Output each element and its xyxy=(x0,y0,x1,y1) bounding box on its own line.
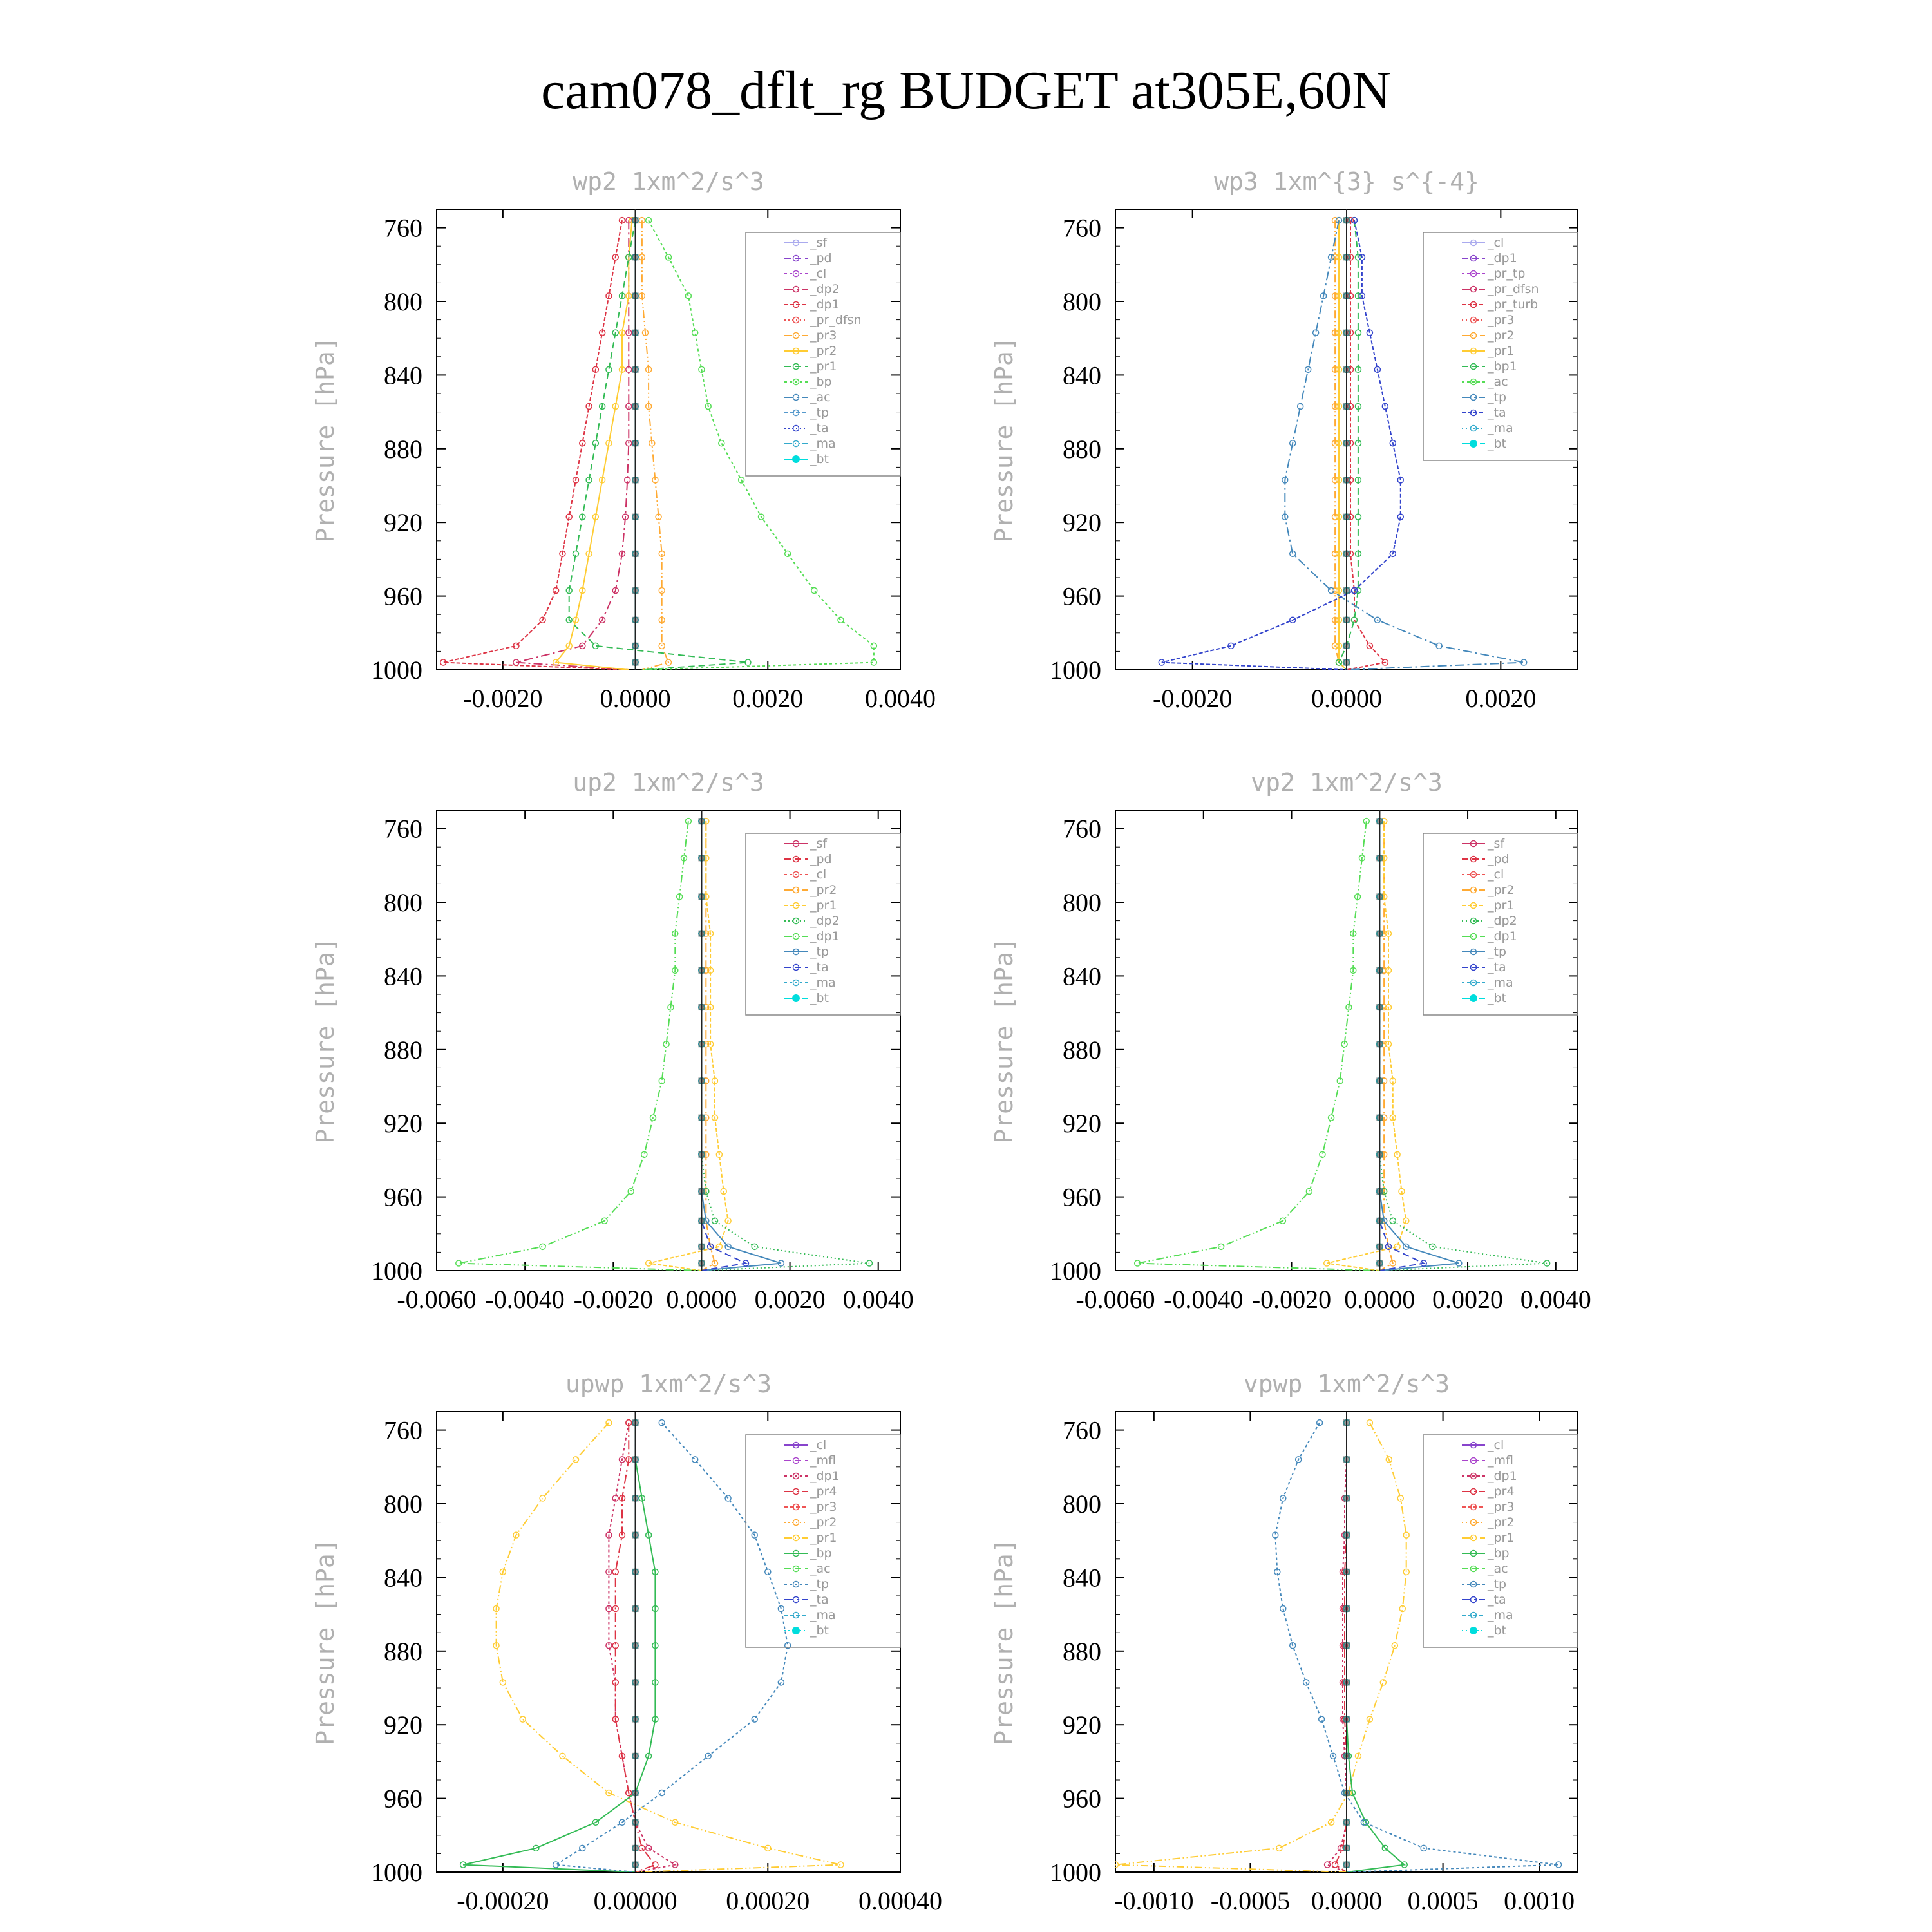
y-tick-label: 800 xyxy=(384,1490,422,1519)
x-tick-label: 0.00040 xyxy=(858,1886,942,1915)
legend-label: _ma xyxy=(1488,1608,1513,1622)
data-point xyxy=(520,1716,526,1722)
legend-label: _dp1 xyxy=(810,929,840,943)
panel-title: vp2 1xm^2/s^3 xyxy=(1251,768,1443,797)
x-tick-label: 0.00020 xyxy=(726,1886,810,1915)
data-point xyxy=(765,1569,771,1575)
legend-label: _pr_dfsn xyxy=(1488,282,1539,296)
data-point xyxy=(1403,1569,1409,1575)
legend-label: _pr4 xyxy=(810,1484,837,1499)
chart-panel-3 xyxy=(311,768,914,1314)
data-point xyxy=(685,293,691,299)
plot-frame xyxy=(437,810,900,1271)
legend-label: _bt xyxy=(810,1624,829,1638)
x-tick-label: 0.0040 xyxy=(1520,1285,1591,1314)
legend-label: _ta xyxy=(810,960,829,974)
y-tick-label: 960 xyxy=(1063,1182,1101,1212)
data-point xyxy=(719,440,724,446)
data-point xyxy=(778,1606,784,1612)
y-tick-label: 1000 xyxy=(1050,656,1101,685)
y-tick-label: 1000 xyxy=(371,1858,422,1887)
chart-panel-6 xyxy=(990,1370,1578,1915)
legend xyxy=(746,232,900,476)
legend xyxy=(746,833,900,1015)
panel-title: upwp 1xm^2/s^3 xyxy=(565,1370,772,1398)
data-point xyxy=(811,588,817,594)
y-axis-label: Pressure [hPa] xyxy=(311,1539,339,1745)
series-group xyxy=(460,1412,844,1872)
legend-label: _bt xyxy=(1488,437,1507,451)
legend-label: _cl xyxy=(1488,867,1504,882)
y-tick-label: 880 xyxy=(384,434,422,464)
data-point xyxy=(626,440,632,446)
legend-label: _bp1 xyxy=(1488,359,1517,374)
x-tick-label: -0.0020 xyxy=(1251,1285,1332,1314)
legend-label: _tp xyxy=(1488,390,1507,404)
legend-label: _mfl xyxy=(1488,1454,1513,1468)
x-tick-label: -0.0020 xyxy=(1153,684,1233,713)
data-point xyxy=(1218,1244,1224,1249)
legend-label: _tp xyxy=(810,1577,829,1591)
legend-label: _bp xyxy=(1488,1546,1510,1560)
x-tick-label: 0.0000 xyxy=(666,1285,737,1314)
legend-label: _ma xyxy=(1488,421,1513,435)
legend-label: _ta xyxy=(1488,406,1506,420)
data-point xyxy=(540,1495,545,1501)
legend-label: _cl xyxy=(1488,236,1504,250)
x-tick-label: 0.0000 xyxy=(1311,684,1382,713)
data-point xyxy=(838,1862,844,1868)
data-point xyxy=(659,1420,665,1426)
legend-label: _pd xyxy=(1488,852,1510,866)
legend-label: _pr_dfsn xyxy=(810,313,862,327)
legend-label: _ta xyxy=(810,1593,829,1607)
legend-label: _ta xyxy=(1488,1593,1506,1607)
y-tick-label: 760 xyxy=(384,814,422,844)
y-tick-label: 920 xyxy=(1063,508,1101,538)
legend-label: _ta xyxy=(810,421,829,435)
data-point xyxy=(580,1845,585,1851)
panels xyxy=(311,167,1591,1915)
legend-label: _bp xyxy=(810,375,832,389)
data-point xyxy=(1306,1189,1312,1195)
series-line-dp2 xyxy=(701,821,869,1271)
y-tick-label: 1000 xyxy=(1050,1858,1101,1887)
y-tick-label: 760 xyxy=(1063,1416,1101,1445)
y-tick-label: 920 xyxy=(384,1710,422,1740)
legend xyxy=(746,1435,900,1647)
series-line-bp xyxy=(1347,1423,1405,1872)
series-line-tp xyxy=(1379,821,1459,1271)
legend-label: _ma xyxy=(1488,976,1513,990)
legend-label: _pr2 xyxy=(810,344,837,358)
chart-panel-5 xyxy=(311,1370,942,1915)
panel-title: vpwp 1xm^2/s^3 xyxy=(1243,1370,1450,1398)
series-line-bp xyxy=(463,1423,655,1872)
y-axis-label: Pressure [hPa] xyxy=(990,1539,1018,1745)
chart-panel-1 xyxy=(311,167,936,713)
y-tick-label: 880 xyxy=(384,1636,422,1666)
y-axis-label: Pressure [hPa] xyxy=(311,937,339,1144)
legend-label: _sf xyxy=(810,837,828,851)
y-tick-label: 1000 xyxy=(1050,1256,1101,1285)
panel-title: wp2 1xm^2/s^3 xyxy=(573,167,764,196)
legend xyxy=(1423,833,1578,1015)
data-point xyxy=(838,617,844,623)
chart-panel-2 xyxy=(990,167,1578,713)
data-point xyxy=(1332,1862,1338,1868)
y-axis-label: Pressure [hPa] xyxy=(990,937,1018,1144)
chart-panel-4 xyxy=(990,768,1591,1314)
legend-label: _ma xyxy=(810,976,836,990)
legend-label: _pr_tp xyxy=(1488,267,1526,281)
legend xyxy=(1423,232,1578,460)
legend-label: _ac xyxy=(810,390,831,404)
y-tick-label: 920 xyxy=(384,508,422,538)
x-tick-label: -0.0040 xyxy=(485,1285,565,1314)
legend-marker xyxy=(1470,440,1477,448)
y-tick-label: 800 xyxy=(1063,888,1101,917)
x-tick-label: 0.0005 xyxy=(1407,1886,1479,1915)
legend-label: _dp2 xyxy=(810,282,840,296)
legend-marker xyxy=(1470,994,1477,1002)
legend-label: _sf xyxy=(1488,837,1505,851)
series-line-dp1 xyxy=(443,220,629,670)
legend-marker xyxy=(792,455,800,463)
legend-label: _pr3 xyxy=(810,328,837,343)
legend-label: _pd xyxy=(810,251,832,265)
y-tick-label: 920 xyxy=(1063,1109,1101,1139)
legend-label: _pr1 xyxy=(810,359,837,374)
data-point xyxy=(1367,1420,1372,1426)
y-tick-label: 960 xyxy=(384,1182,422,1212)
data-point xyxy=(540,1244,545,1249)
y-tick-label: 840 xyxy=(1063,961,1101,991)
data-point xyxy=(1317,1420,1323,1426)
y-tick-label: 800 xyxy=(384,888,422,917)
data-point xyxy=(659,1790,665,1796)
legend-label: _bt xyxy=(810,452,829,466)
y-tick-label: 960 xyxy=(384,582,422,611)
legend-label: _pr1 xyxy=(1488,1531,1515,1545)
y-tick-label: 800 xyxy=(1063,287,1101,316)
legend-label: _ma xyxy=(810,1608,836,1622)
data-point xyxy=(573,1457,579,1463)
y-tick-label: 840 xyxy=(384,961,422,991)
x-tick-label: 0.0020 xyxy=(732,684,804,713)
legend-label: _tp xyxy=(810,406,829,420)
y-tick-label: 760 xyxy=(1063,814,1101,844)
legend-marker xyxy=(792,1627,800,1634)
data-point xyxy=(1397,1495,1403,1501)
y-tick-label: 920 xyxy=(384,1109,422,1139)
legend-label: _cl xyxy=(810,1438,827,1452)
x-tick-label: 0.0020 xyxy=(1465,684,1537,713)
data-point xyxy=(692,1457,698,1463)
series-line-pr3 xyxy=(642,220,668,670)
x-tick-label: -0.0020 xyxy=(463,684,543,713)
legend-label: _ta xyxy=(1488,960,1506,974)
legend-label: _dp2 xyxy=(1488,914,1517,928)
series-line-pr1 xyxy=(1115,1423,1406,1872)
x-tick-label: 0.0040 xyxy=(842,1285,914,1314)
legend-label: _pr1 xyxy=(1488,898,1515,913)
legend-label: _ac xyxy=(810,1562,831,1576)
x-tick-label: 0.0020 xyxy=(1432,1285,1504,1314)
legend-label: _dp1 xyxy=(1488,1469,1517,1483)
legend-label: _tp xyxy=(1488,1577,1507,1591)
legend-label: _pd xyxy=(810,852,832,866)
legend-label: _dp2 xyxy=(810,914,840,928)
x-tick-label: -0.0020 xyxy=(573,1285,653,1314)
x-tick-label: -0.0010 xyxy=(1114,1886,1194,1915)
legend-label: _pr3 xyxy=(810,1500,837,1514)
data-point xyxy=(639,1845,645,1851)
x-tick-label: -0.0040 xyxy=(1164,1285,1244,1314)
data-point xyxy=(606,1420,612,1426)
legend-label: _pr2 xyxy=(810,1515,837,1530)
legend-label: _pr3 xyxy=(1488,1500,1515,1514)
series-line-ta xyxy=(1162,220,1401,670)
legend-label: _ac xyxy=(1488,1562,1508,1576)
legend-label: _pr1 xyxy=(810,1531,837,1545)
legend-label: _dp1 xyxy=(1488,929,1517,943)
x-tick-label: -0.0060 xyxy=(1075,1285,1155,1314)
data-point xyxy=(560,1753,565,1759)
legend-label: _pr2 xyxy=(810,883,837,897)
x-tick-label: 0.0020 xyxy=(754,1285,826,1314)
y-tick-label: 760 xyxy=(1063,213,1101,243)
x-tick-label: -0.0060 xyxy=(397,1285,477,1314)
legend-label: _pr4 xyxy=(1488,1484,1515,1499)
y-tick-label: 880 xyxy=(384,1035,422,1065)
y-tick-label: 960 xyxy=(1063,1784,1101,1814)
legend-label: _ma xyxy=(810,437,836,451)
plot-frame xyxy=(1115,810,1578,1271)
legend-label: _tp xyxy=(1488,945,1507,959)
legend-marker xyxy=(792,994,800,1002)
legend-label: _bt xyxy=(1488,1624,1507,1638)
y-tick-label: 880 xyxy=(1063,1636,1101,1666)
legend xyxy=(1423,1435,1578,1647)
data-point xyxy=(659,643,665,649)
series-line-dp1 xyxy=(1137,821,1379,1271)
legend-label: _pr1 xyxy=(810,898,837,913)
y-tick-label: 880 xyxy=(1063,1035,1101,1065)
panel-title: wp3 1xm^{3} s^{-4} xyxy=(1214,167,1479,196)
legend-label: _sf xyxy=(810,236,828,250)
legend-label: _pr1 xyxy=(1488,344,1515,358)
y-tick-label: 840 xyxy=(384,1563,422,1593)
legend-label: _bt xyxy=(810,991,829,1005)
x-tick-label: 0.00000 xyxy=(593,1886,677,1915)
legend-label: _cl xyxy=(810,267,827,281)
y-axis-label: Pressure [hPa] xyxy=(311,336,339,543)
legend-label: _cl xyxy=(1488,1438,1504,1452)
series-line-dp2 xyxy=(516,220,629,670)
x-tick-label: 0.0000 xyxy=(600,684,671,713)
y-tick-label: 840 xyxy=(384,361,422,390)
y-tick-label: 880 xyxy=(1063,434,1101,464)
panel-title: up2 1xm^2/s^3 xyxy=(573,768,764,797)
x-tick-label: -0.0005 xyxy=(1210,1886,1291,1915)
data-point xyxy=(752,1716,757,1722)
legend-label: _pr_turb xyxy=(1488,298,1539,312)
legend-marker xyxy=(1470,1627,1477,1634)
legend-label: _pr2 xyxy=(1488,883,1515,897)
series-line-dp1 xyxy=(459,821,701,1271)
series-group xyxy=(1159,209,1526,670)
data-point xyxy=(628,1189,634,1195)
y-tick-label: 1000 xyxy=(371,1256,422,1285)
figure-title: cam078_dflt_rg BUDGET at305E,60N xyxy=(541,61,1391,120)
legend-label: _pr2 xyxy=(1488,328,1515,343)
y-tick-label: 960 xyxy=(384,1784,422,1814)
legend-label: _mfl xyxy=(810,1454,836,1468)
legend-label: _bt xyxy=(1488,991,1507,1005)
y-tick-label: 1000 xyxy=(371,656,422,685)
x-tick-label: 0.0010 xyxy=(1504,1886,1575,1915)
y-tick-label: 800 xyxy=(384,287,422,316)
series-line-pr1 xyxy=(569,220,748,670)
data-point xyxy=(1325,1862,1331,1868)
legend-label: _pr2 xyxy=(1488,1515,1515,1530)
series-line-pr1 xyxy=(1327,821,1406,1271)
series-line-tp xyxy=(701,821,781,1271)
data-point xyxy=(1329,588,1334,594)
y-tick-label: 760 xyxy=(384,213,422,243)
y-tick-label: 960 xyxy=(1063,582,1101,611)
legend-label: _dp1 xyxy=(810,1469,840,1483)
legend-label: _cl xyxy=(810,867,827,882)
x-tick-label: 0.0040 xyxy=(865,684,936,713)
legend-label: _bp xyxy=(810,1546,832,1560)
data-point xyxy=(652,1862,658,1868)
legend-label: _dp1 xyxy=(1488,251,1517,265)
legend-label: _tp xyxy=(810,945,829,959)
data-point xyxy=(646,218,652,223)
x-tick-label: -0.00020 xyxy=(457,1886,549,1915)
y-tick-label: 840 xyxy=(1063,1563,1101,1593)
series-line-dp2 xyxy=(1379,821,1547,1271)
y-axis-label: Pressure [hPa] xyxy=(990,336,1018,543)
y-tick-label: 920 xyxy=(1063,1710,1101,1740)
y-tick-label: 760 xyxy=(384,1416,422,1445)
x-tick-label: 0.0000 xyxy=(1311,1886,1382,1915)
y-tick-label: 840 xyxy=(1063,361,1101,390)
x-tick-label: 0.0000 xyxy=(1344,1285,1416,1314)
legend-label: _ac xyxy=(1488,375,1508,389)
legend-label: _pr3 xyxy=(1488,313,1515,327)
series-line-pr1 xyxy=(649,821,728,1271)
y-tick-label: 800 xyxy=(1063,1490,1101,1519)
legend-label: _dp1 xyxy=(810,298,840,312)
